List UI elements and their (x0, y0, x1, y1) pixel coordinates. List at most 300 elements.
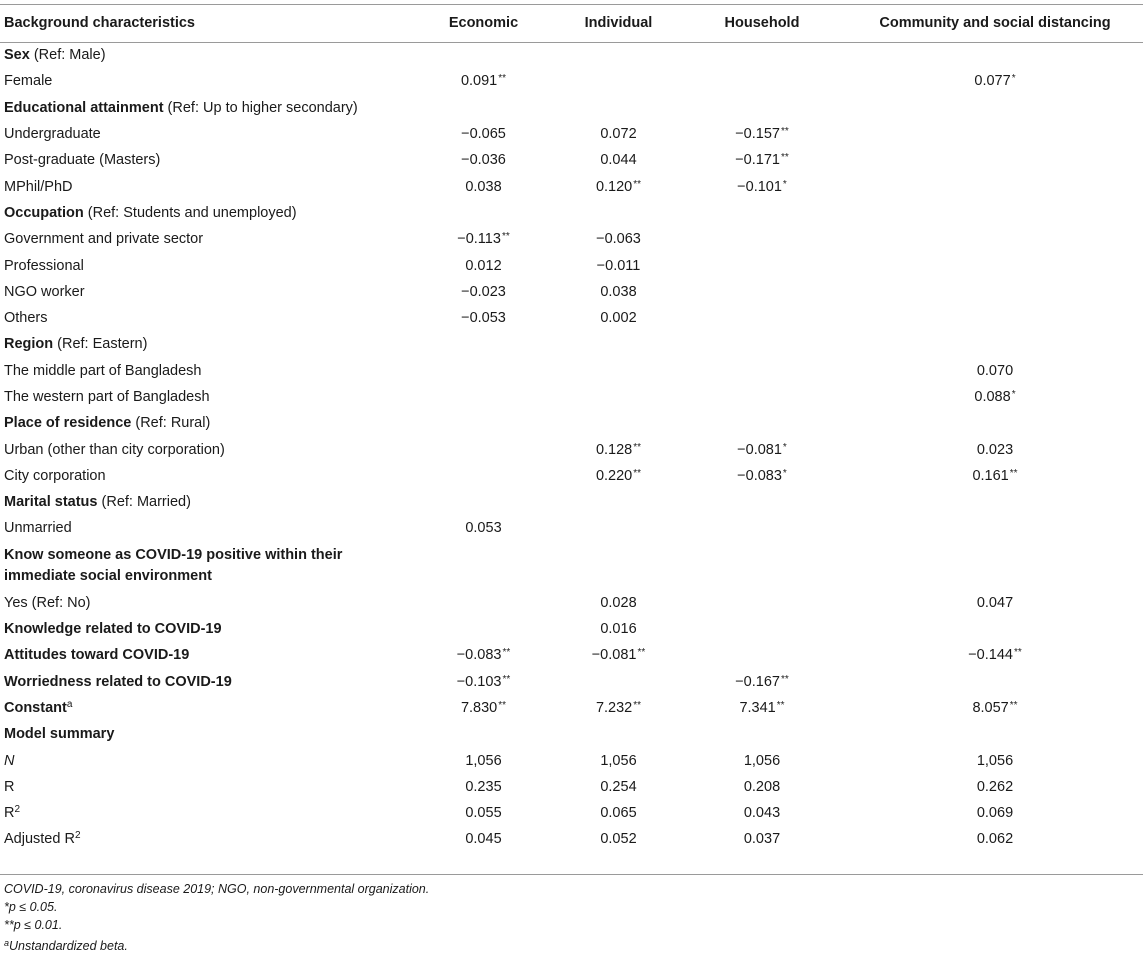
row-label-ref: (Ref: Students and unemployed) (83, 204, 297, 221)
cell-value: 0.044 (600, 152, 637, 169)
cell-individual (560, 252, 677, 278)
cell-community (847, 147, 1143, 173)
table-row (0, 590, 1143, 616)
table-row (0, 95, 1143, 121)
cell-community (847, 590, 1143, 616)
header-individual: Individual (584, 14, 653, 31)
row-label (0, 68, 407, 94)
row-label (0, 774, 407, 800)
table-row (0, 147, 1143, 173)
cell-value: 7.232 (595, 699, 633, 716)
bottom-rule (0, 874, 1143, 875)
cell-value: 7.341 (739, 699, 776, 716)
cell-community (847, 463, 1143, 489)
cell-value: 1,056 (600, 752, 637, 769)
row-label-bold: Place of residence (4, 415, 132, 432)
cell-community (847, 642, 1143, 668)
cell-individual (560, 695, 677, 721)
cell-household (677, 95, 847, 121)
cell-value: 0.208 (743, 778, 781, 795)
row-label (0, 279, 407, 305)
row-label-bold: Sex (4, 47, 30, 64)
cell-economic (407, 226, 560, 252)
significance-stars: ** (1009, 467, 1018, 479)
cell-individual (560, 121, 677, 147)
row-label (0, 121, 407, 147)
significance-stars: * (782, 178, 787, 190)
table-row (0, 121, 1143, 147)
significance-stars: ** (1009, 699, 1018, 711)
cell-household (677, 826, 847, 852)
cell-value: 0.028 (600, 594, 637, 611)
cell-value: −0.113 (457, 231, 501, 248)
cell-economic (407, 489, 560, 515)
cell-economic (407, 279, 560, 305)
cell-value: 0.254 (600, 778, 637, 795)
cell-economic (407, 463, 560, 489)
cell-economic (407, 616, 560, 642)
row-label-sup: a (66, 698, 73, 710)
header-community: Community and social distancing (879, 14, 1111, 31)
cell-individual (560, 358, 677, 384)
table-row (0, 436, 1143, 462)
cell-household (677, 226, 847, 252)
cell-value: 0.037 (743, 831, 781, 848)
row-label-text: Government and private sector (4, 231, 204, 248)
cell-community (847, 669, 1143, 695)
row-label-text: Urban (other than city corporation) (4, 441, 225, 458)
header-row (0, 4, 1143, 42)
row-label (0, 331, 407, 357)
row-label-bold: Constant (4, 699, 67, 716)
row-label (0, 590, 407, 616)
cell-value: 0.235 (465, 778, 502, 795)
cell-individual (560, 642, 677, 668)
significance-stars: ** (780, 673, 789, 685)
table-row (0, 410, 1143, 436)
cell-household (677, 252, 847, 278)
cell-value: 0.043 (743, 805, 781, 822)
cell-community (847, 436, 1143, 462)
cell-individual (560, 173, 677, 199)
row-label-text: Yes (Ref: No) (4, 594, 91, 611)
cell-household (677, 384, 847, 410)
significance-stars: ** (501, 231, 510, 243)
row-label (0, 384, 407, 410)
cell-value: 0.053 (465, 520, 502, 537)
cell-individual (560, 226, 677, 252)
cell-economic (407, 800, 560, 826)
cell-value: 0.065 (600, 805, 637, 822)
cell-economic (407, 410, 560, 436)
row-label-text: Post-graduate (Masters) (4, 152, 161, 169)
row-label-text: The middle part of Bangladesh (4, 362, 202, 379)
table-row (0, 542, 1143, 590)
cell-economic (407, 305, 560, 331)
cell-economic (407, 42, 560, 68)
table-row (0, 173, 1143, 199)
cell-value: −0.083 (456, 647, 502, 664)
cell-value: 1,056 (465, 752, 502, 769)
table-row (0, 747, 1143, 773)
cell-economic (407, 95, 560, 121)
cell-community (847, 279, 1143, 305)
row-label-bold: Marital status (4, 494, 98, 511)
table-row (0, 358, 1143, 384)
cell-household (677, 305, 847, 331)
cell-economic (407, 669, 560, 695)
cell-household (677, 331, 847, 357)
cell-value: 0.038 (600, 283, 637, 300)
row-label (0, 542, 407, 590)
cell-individual (560, 279, 677, 305)
cell-value: 0.161 (972, 467, 1009, 484)
cell-economic (407, 147, 560, 173)
row-label (0, 200, 407, 226)
row-label-text: City corporation (4, 467, 106, 484)
cell-individual (560, 800, 677, 826)
row-label-text: Unmarried (4, 520, 72, 537)
cell-value: −0.144 (968, 647, 1013, 664)
row-label-text: Adjusted R (4, 831, 75, 848)
table-row (0, 226, 1143, 252)
cell-community (847, 774, 1143, 800)
cell-value: −0.023 (461, 283, 506, 300)
row-label-text: Others (4, 310, 48, 327)
row-label (0, 669, 407, 695)
significance-stars: ** (502, 647, 511, 659)
cell-economic (407, 384, 560, 410)
footnote-beta-sup: a (4, 938, 10, 948)
cell-value: 0.069 (976, 805, 1014, 822)
cell-household (677, 436, 847, 462)
row-label-ref: (Ref: Eastern) (53, 336, 148, 353)
cell-individual (560, 331, 677, 357)
row-label (0, 305, 407, 331)
row-label (0, 252, 407, 278)
cell-community (847, 95, 1143, 121)
cell-value: 0.077 (974, 73, 1011, 90)
significance-stars: * (782, 441, 787, 453)
row-label (0, 747, 407, 773)
significance-stars: ** (633, 699, 642, 711)
cell-community (847, 489, 1143, 515)
footnote-abbreviations: COVID-19, coronavirus disease 2019; NGO, non-governmental organization. (4, 882, 430, 896)
table-row (0, 826, 1143, 852)
row-label-text: R (4, 805, 15, 822)
cell-household (677, 173, 847, 199)
cell-value: 0.055 (465, 805, 502, 822)
cell-value: 0.091 (460, 73, 498, 90)
cell-household (677, 542, 847, 590)
cell-household (677, 200, 847, 226)
cell-individual (560, 826, 677, 852)
cell-value: 7.830 (460, 699, 498, 716)
cell-economic (407, 200, 560, 226)
cell-economic (407, 826, 560, 852)
row-label (0, 358, 407, 384)
table-row (0, 616, 1143, 642)
cell-value: −0.065 (461, 126, 506, 143)
significance-stars: ** (780, 152, 789, 164)
cell-economic (407, 747, 560, 773)
cell-individual (560, 463, 677, 489)
cell-community (847, 826, 1143, 852)
cell-value: 0.062 (976, 831, 1014, 848)
footnote-p01: **p ≤ 0.01. (4, 918, 63, 932)
row-label (0, 226, 407, 252)
cell-value: −0.081 (737, 441, 782, 458)
cell-value: 0.120 (595, 178, 633, 195)
cell-community (847, 121, 1143, 147)
table-row (0, 305, 1143, 331)
cell-value: −0.101 (737, 178, 782, 195)
row-label (0, 616, 407, 642)
cell-economic (407, 642, 560, 668)
cell-household (677, 774, 847, 800)
header-household: Household (724, 14, 800, 31)
cell-individual (560, 68, 677, 94)
cell-community (847, 616, 1143, 642)
significance-stars: ** (1013, 647, 1022, 659)
cell-household (677, 147, 847, 173)
table-row (0, 721, 1143, 747)
cell-community (847, 252, 1143, 278)
cell-household (677, 489, 847, 515)
row-label-ref: (Ref: Rural) (131, 415, 211, 432)
table-row (0, 489, 1143, 515)
cell-individual (560, 410, 677, 436)
table-row (0, 42, 1143, 68)
footnote-beta-text: Unstandardized beta. (9, 939, 128, 953)
header-economic: Economic (448, 14, 519, 31)
table-footnotes (4, 880, 429, 955)
cell-individual (560, 42, 677, 68)
cell-individual (560, 747, 677, 773)
significance-stars: ** (776, 699, 785, 711)
table-row (0, 200, 1143, 226)
cell-household (677, 747, 847, 773)
cell-value: 0.016 (600, 621, 637, 638)
cell-economic (407, 436, 560, 462)
table-body (0, 42, 1143, 853)
significance-stars: ** (633, 441, 642, 453)
cell-community (847, 542, 1143, 590)
row-label (0, 800, 407, 826)
row-label-bold: Know someone as COVID-19 positive within their immediate social environment (4, 546, 343, 584)
row-label-text: Undergraduate (4, 126, 101, 143)
cell-individual (560, 384, 677, 410)
cell-individual (560, 774, 677, 800)
row-label-bold: Attitudes toward COVID-19 (4, 647, 190, 664)
cell-community (847, 226, 1143, 252)
cell-community (847, 200, 1143, 226)
cell-economic (407, 252, 560, 278)
cell-value: 0.002 (600, 310, 637, 327)
cell-value: 1,056 (976, 752, 1014, 769)
cell-individual (560, 669, 677, 695)
cell-household (677, 42, 847, 68)
cell-value: −0.083 (737, 467, 782, 484)
cell-individual (560, 590, 677, 616)
cell-value: 0.070 (976, 362, 1014, 379)
cell-economic (407, 331, 560, 357)
row-label-bold: Worriedness related to COVID-19 (4, 673, 232, 690)
cell-individual (560, 515, 677, 541)
table-row (0, 642, 1143, 668)
table-row (0, 669, 1143, 695)
cell-community (847, 384, 1143, 410)
cell-community (847, 800, 1143, 826)
row-label-ref: (Ref: Married) (97, 494, 191, 511)
row-label-sup: 2 (74, 830, 81, 842)
cell-household (677, 721, 847, 747)
cell-economic (407, 774, 560, 800)
footnote-beta (4, 934, 429, 955)
cell-economic (407, 542, 560, 590)
row-label-ref: (Ref: Up to higher secondary) (163, 99, 358, 116)
cell-economic (407, 721, 560, 747)
cell-household (677, 695, 847, 721)
cell-household (677, 68, 847, 94)
cell-economic (407, 358, 560, 384)
cell-community (847, 358, 1143, 384)
table-row (0, 331, 1143, 357)
cell-value: −0.081 (591, 647, 637, 664)
cell-community (847, 305, 1143, 331)
row-label (0, 463, 407, 489)
row-label (0, 489, 407, 515)
cell-individual (560, 542, 677, 590)
table-row (0, 515, 1143, 541)
cell-value: −0.036 (461, 152, 506, 169)
cell-value: 0.038 (465, 178, 502, 195)
cell-value: −0.171 (735, 152, 780, 169)
cell-value: −0.063 (596, 231, 641, 248)
row-label-text: The western part of Bangladesh (4, 389, 210, 405)
significance-stars: * (782, 467, 787, 479)
row-label (0, 42, 407, 68)
cell-household (677, 800, 847, 826)
significance-stars: ** (502, 673, 511, 685)
cell-individual (560, 721, 677, 747)
cell-individual (560, 436, 677, 462)
cell-community (847, 721, 1143, 747)
table-row (0, 279, 1143, 305)
cell-value: 1,056 (743, 752, 781, 769)
cell-community (847, 515, 1143, 541)
cell-economic (407, 590, 560, 616)
row-label (0, 147, 407, 173)
cell-economic (407, 515, 560, 541)
row-label-text: MPhil/PhD (4, 178, 73, 195)
cell-individual (560, 305, 677, 331)
table-row (0, 800, 1143, 826)
footnote-p05: *p ≤ 0.05. (4, 900, 58, 914)
cell-value: 0.052 (600, 831, 637, 848)
cell-value: 0.072 (600, 126, 637, 143)
significance-stars: ** (637, 647, 646, 659)
row-label-bold: Educational attainment (4, 99, 164, 116)
significance-stars: * (1011, 73, 1016, 85)
cell-value: 0.088 (974, 389, 1011, 405)
cell-community (847, 695, 1143, 721)
row-label (0, 95, 407, 121)
cell-community (847, 747, 1143, 773)
cell-community (847, 331, 1143, 357)
cell-household (677, 358, 847, 384)
significance-stars: ** (498, 699, 507, 711)
cell-value: 0.262 (976, 778, 1014, 795)
cell-household (677, 616, 847, 642)
cell-community (847, 410, 1143, 436)
cell-household (677, 279, 847, 305)
cell-value: −0.157 (735, 126, 780, 143)
cell-individual (560, 95, 677, 121)
table-row (0, 774, 1143, 800)
cell-economic (407, 695, 560, 721)
cell-individual (560, 616, 677, 642)
cell-value: −0.053 (461, 310, 506, 327)
cell-household (677, 463, 847, 489)
regression-table (0, 4, 1143, 853)
significance-stars: ** (633, 178, 642, 190)
cell-household (677, 590, 847, 616)
cell-household (677, 669, 847, 695)
significance-stars: ** (498, 73, 507, 85)
cell-community (847, 68, 1143, 94)
cell-value: −0.103 (456, 673, 502, 690)
cell-household (677, 121, 847, 147)
row-label-text: NGO worker (4, 283, 85, 300)
cell-economic (407, 68, 560, 94)
cell-value: 0.012 (465, 257, 502, 274)
cell-individual (560, 200, 677, 226)
row-label-bold: Occupation (4, 204, 84, 221)
row-label-bold: Region (4, 336, 54, 353)
table-row (0, 252, 1143, 278)
cell-value: 0.047 (976, 594, 1014, 611)
cell-value: 0.045 (465, 831, 502, 848)
row-label-bold: Knowledge related to COVID-19 (4, 621, 222, 638)
significance-stars: * (1011, 389, 1016, 400)
row-label (0, 695, 407, 721)
row-label (0, 721, 407, 747)
row-label (0, 642, 407, 668)
row-label-text: Professional (4, 257, 84, 274)
cell-household (677, 515, 847, 541)
table-row (0, 463, 1143, 489)
row-label-sup: 2 (14, 804, 21, 816)
table-row (0, 695, 1143, 721)
cell-community (847, 173, 1143, 199)
row-label (0, 410, 407, 436)
cell-value: 8.057 (972, 699, 1009, 716)
row-label-text: N (4, 752, 15, 769)
row-label (0, 826, 407, 852)
cell-value: −0.167 (735, 673, 780, 690)
cell-household (677, 642, 847, 668)
row-label-text: R (4, 778, 15, 795)
cell-economic (407, 121, 560, 147)
significance-stars: ** (633, 467, 642, 479)
header-background-characteristics: Background characteristics (4, 14, 195, 31)
row-label (0, 173, 407, 199)
cell-value: 0.220 (595, 467, 633, 484)
row-label-text: Female (4, 73, 53, 90)
cell-value: 0.023 (976, 441, 1014, 458)
row-label-ref: (Ref: Male) (29, 47, 106, 64)
